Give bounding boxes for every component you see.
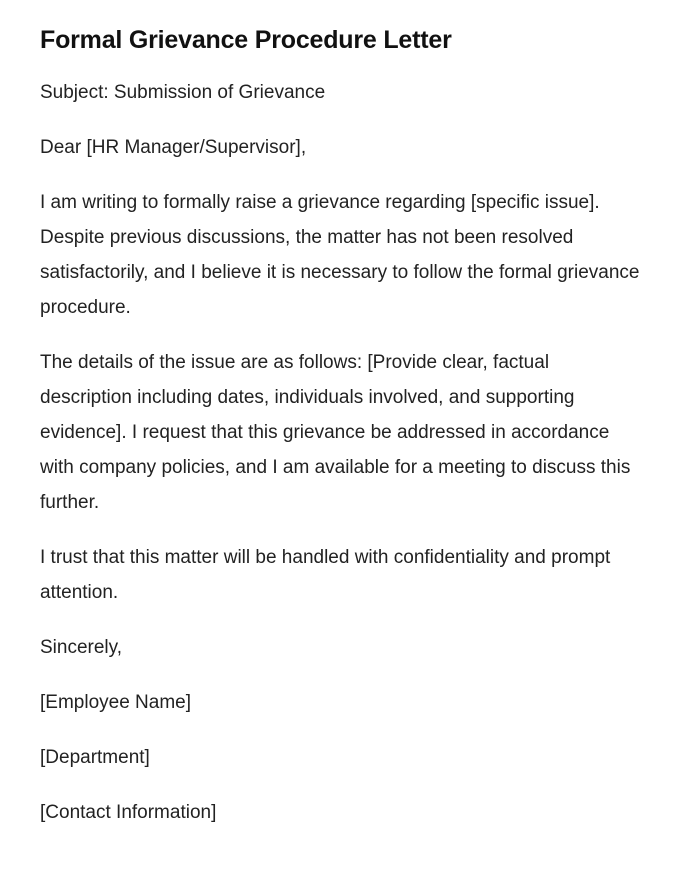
subject-line: Subject: Submission of Grievance (40, 82, 326, 103)
body-paragraph-closing-remark: I trust that this matter will be handled with confidentiality and prompt attention. (40, 547, 611, 603)
signature-department: [Department] (40, 747, 150, 768)
body-paragraph-details: The details of the issue are as follows: [Provide clear, factual description including dates, individuals involved, and supporting evidence]. I request that this grievance be addressed in accordance with company policies, and I am available for a meeting to discuss this further. (40, 352, 631, 513)
body-paragraph-intro: I am writing to formally raise a grievance regarding [specific issue]. Despite previous discussions, the matter has not been resolved satisfactorily, and I believe it is necessary to follow the formal grievance procedure. (40, 192, 640, 318)
closing-line: Sincerely, (40, 637, 123, 658)
document-title: Formal Grievance Procedure Letter (40, 26, 452, 54)
signature-employee-name: [Employee Name] (40, 692, 192, 713)
signature-contact-information: [Contact Information] (40, 802, 217, 823)
letter-document (40, 22, 640, 850)
salutation: Dear [HR Manager/Supervisor], (40, 137, 307, 158)
